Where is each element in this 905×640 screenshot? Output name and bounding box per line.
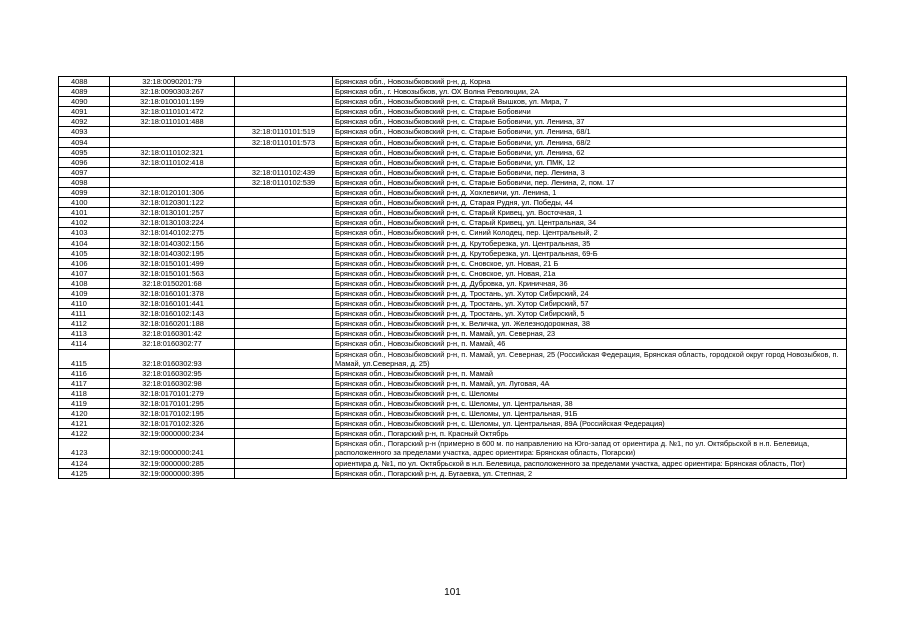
cadastral-number-cell: 32:18:0170102:195: [110, 409, 235, 419]
row-number-cell: 4124: [59, 458, 110, 468]
cadastral-number-cell: 32:18:0150101:563: [110, 268, 235, 278]
cadastral-number-cell: 32:19:0000000:234: [110, 429, 235, 439]
table-row: [59, 218, 847, 228]
table-row: [59, 198, 847, 208]
row-number-cell: 4113: [59, 329, 110, 339]
table-row: [59, 238, 847, 248]
address-cell: Брянская обл., Новозыбковский р-н, с. Старый Вышков, ул. Мира, 7: [333, 97, 847, 107]
table-row: [59, 339, 847, 349]
cadastral-number-alt-cell: [235, 339, 333, 349]
address-cell: Брянская обл., Новозыбковский р-н, с. Сновское, ул. Новая, 21 Б: [333, 258, 847, 268]
row-number-cell: 4088: [59, 77, 110, 87]
cadastral-number-cell: 32:18:0110101:472: [110, 107, 235, 117]
cadastral-number-alt-cell: [235, 87, 333, 97]
row-number-cell: 4125: [59, 468, 110, 478]
cadastral-number-cell: 32:18:0160302:98: [110, 378, 235, 388]
table-row: [59, 278, 847, 288]
cadastral-number-cell: 32:18:0090201:79: [110, 77, 235, 87]
cadastral-number-cell: 32:18:0150201:68: [110, 278, 235, 288]
row-number-cell: 4110: [59, 299, 110, 309]
row-number-cell: 4116: [59, 368, 110, 378]
address-cell: Брянская обл., Новозыбковский р-н, с. Старые Бобовичи, ул. Ленина, 68/1: [333, 127, 847, 137]
table-row: [59, 309, 847, 319]
row-number-cell: 4114: [59, 339, 110, 349]
address-cell: Брянская обл., Новозыбковский р-н, с. Старые Бобовичи, пер. Ленина, 2, пом. 17: [333, 177, 847, 187]
address-cell: Брянская обл., Новозыбковский р-н, с. Старые Бобовичи, пер. Ленина, 3: [333, 167, 847, 177]
row-number-cell: 4096: [59, 157, 110, 167]
cadastral-number-alt-cell: [235, 399, 333, 409]
address-cell: Брянская обл., Новозыбковский р-н, с. Старые Бобовичи, ул. Ленина, 68/2: [333, 137, 847, 147]
table-row: [59, 378, 847, 388]
cadastral-number-alt-cell: [235, 238, 333, 248]
table-row: [59, 228, 847, 238]
cadastral-number-cell: 32:18:0160301:42: [110, 329, 235, 339]
row-number-cell: 4089: [59, 87, 110, 97]
cadastral-number-alt-cell: [235, 288, 333, 298]
row-number-cell: 4115: [59, 349, 110, 368]
cadastral-number-cell: 32:18:0100101:199: [110, 97, 235, 107]
cadastral-number-alt-cell: [235, 268, 333, 278]
table-row: [59, 319, 847, 329]
cadastral-number-cell: 32:18:0110102:418: [110, 157, 235, 167]
address-cell: Брянская обл., Новозыбковский р-н, д. Тростань, ул. Хутор Сибирский, 5: [333, 309, 847, 319]
row-number-cell: 4109: [59, 288, 110, 298]
cadastral-number-alt-cell: [235, 378, 333, 388]
cadastral-number-alt-cell: 32:18:0110102:539: [235, 177, 333, 187]
row-number-cell: 4112: [59, 319, 110, 329]
address-cell: ориентира д. №1, по ул. Октябрьской в н.п. Белевица, расположенного за пределами участка, адрес ориентира: Брянская область, Пог): [333, 458, 847, 468]
cadastral-number-alt-cell: 32:18:0110101:573: [235, 137, 333, 147]
cadastral-number-alt-cell: [235, 107, 333, 117]
cadastral-number-alt-cell: 32:18:0110102:439: [235, 167, 333, 177]
address-cell: Брянская обл., Погарский р-н (примерно в 600 м. по направлению на Юго-запад от ориентира д. №1, по ул. Октябрьской в н.п. Белевица, расположенного за пределами участка, адрес ориентира: Брянская область, Погарски): [333, 439, 847, 458]
address-cell: Брянская обл., Новозыбковский р-н, с. Шеломы, ул. Центральная, 89А (Российская Федерация): [333, 419, 847, 429]
address-cell: Брянская обл., Погарский р-н, п. Красный Октябрь: [333, 429, 847, 439]
table-row: [59, 117, 847, 127]
address-cell: Брянская обл., Новозыбковский р-н, д. Корна: [333, 77, 847, 87]
cadastral-number-alt-cell: [235, 248, 333, 258]
cadastral-number-alt-cell: [235, 97, 333, 107]
cadastral-number-alt-cell: [235, 208, 333, 218]
address-cell: Брянская обл., Погарский р-н, д. Бугаевка, ул. Степная, 2: [333, 468, 847, 478]
row-number-cell: 4107: [59, 268, 110, 278]
address-cell: Брянская обл., Новозыбковский р-н, п. Мамай, ул. Северная, 25 (Российская Федерация, Брянская область, городской округ город Новозыбков, п. Мамай, ул.Северная, д. 25): [333, 349, 847, 368]
registry-table: [58, 76, 847, 479]
address-cell: Брянская обл., Новозыбковский р-н, с. Шеломы, ул. Центральная, 91Б: [333, 409, 847, 419]
row-number-cell: 4118: [59, 388, 110, 398]
cadastral-number-alt-cell: [235, 309, 333, 319]
row-number-cell: 4104: [59, 238, 110, 248]
row-number-cell: 4092: [59, 117, 110, 127]
cadastral-number-alt-cell: [235, 468, 333, 478]
row-number-cell: 4097: [59, 167, 110, 177]
table-row: [59, 147, 847, 157]
address-cell: Брянская обл., Новозыбковский р-н, с. Старые Бобовичи: [333, 107, 847, 117]
cadastral-number-alt-cell: [235, 278, 333, 288]
cadastral-number-alt-cell: [235, 458, 333, 468]
address-cell: Брянская обл., Новозыбковский р-н, п. Мамай, ул. Луговая, 4А: [333, 378, 847, 388]
address-cell: Брянская обл., Новозыбковский р-н, д. Дубровка, ул. Криничная, 36: [333, 278, 847, 288]
cadastral-number-alt-cell: 32:18:0110101:519: [235, 127, 333, 137]
cadastral-number-cell: 32:18:0140302:195: [110, 248, 235, 258]
cadastral-number-alt-cell: [235, 117, 333, 127]
cadastral-number-cell: 32:18:0140102:275: [110, 228, 235, 238]
row-number-cell: 4105: [59, 248, 110, 258]
cadastral-number-cell: 32:18:0150101:499: [110, 258, 235, 268]
cadastral-number-alt-cell: [235, 147, 333, 157]
cadastral-number-cell: 32:18:0130103:224: [110, 218, 235, 228]
address-cell: Брянская обл., Новозыбковский р-н, с. Старый Кривец, ул. Центральная, 34: [333, 218, 847, 228]
registry-table-body: [59, 77, 847, 479]
row-number-cell: 4099: [59, 188, 110, 198]
address-cell: Брянская обл., Новозыбковский р-н, с. Шеломы, ул. Центральная, 38: [333, 399, 847, 409]
table-row: [59, 208, 847, 218]
table-row: [59, 439, 847, 458]
cadastral-number-cell: 32:19:0000000:285: [110, 458, 235, 468]
cadastral-number-cell: 32:19:0000000:395: [110, 468, 235, 478]
row-number-cell: 4111: [59, 309, 110, 319]
row-number-cell: 4119: [59, 399, 110, 409]
page-number: 101: [444, 587, 461, 598]
address-cell: Брянская обл., Новозыбковский р-н, п. Мамай, 46: [333, 339, 847, 349]
address-cell: Брянская обл., Новозыбковский р-н, с. Старые Бобовичи, ул. Ленина, 37: [333, 117, 847, 127]
cadastral-number-cell: 32:18:0110102:321: [110, 147, 235, 157]
row-number-cell: 4091: [59, 107, 110, 117]
cadastral-number-cell: 32:18:0170102:326: [110, 419, 235, 429]
address-cell: Брянская обл., Новозыбковский р-н, с. Шеломы: [333, 388, 847, 398]
address-cell: Брянская обл., Новозыбковский р-н, с. Синий Колодец, пер. Центральный, 2: [333, 228, 847, 238]
cadastral-number-cell: 32:18:0170101:279: [110, 388, 235, 398]
table-row: [59, 368, 847, 378]
table-row: [59, 107, 847, 117]
row-number-cell: 4121: [59, 419, 110, 429]
row-number-cell: 4122: [59, 429, 110, 439]
table-row: [59, 157, 847, 167]
row-number-cell: 4093: [59, 127, 110, 137]
cadastral-number-cell: 32:18:0120301:122: [110, 198, 235, 208]
row-number-cell: 4095: [59, 147, 110, 157]
address-cell: Брянская обл., Новозыбковский р-н, с. Старый Кривец, ул. Восточная, 1: [333, 208, 847, 218]
row-number-cell: 4120: [59, 409, 110, 419]
table-row: [59, 419, 847, 429]
table-row: [59, 177, 847, 187]
cadastral-number-alt-cell: [235, 388, 333, 398]
cadastral-number-alt-cell: [235, 329, 333, 339]
table-row: [59, 268, 847, 278]
cadastral-number-alt-cell: [235, 157, 333, 167]
cadastral-number-alt-cell: [235, 439, 333, 458]
address-cell: Брянская обл., Новозыбковский р-н, д. Старая Рудня, ул. Победы, 44: [333, 198, 847, 208]
cadastral-number-alt-cell: [235, 77, 333, 87]
row-number-cell: 4117: [59, 378, 110, 388]
table-row: [59, 167, 847, 177]
cadastral-number-cell: 32:18:0140302:156: [110, 238, 235, 248]
table-row: [59, 97, 847, 107]
cadastral-number-cell: 32:19:0000000:241: [110, 439, 235, 458]
table-row: [59, 458, 847, 468]
cadastral-number-cell: 32:18:0160102:143: [110, 309, 235, 319]
row-number-cell: 4102: [59, 218, 110, 228]
cadastral-number-cell: [110, 167, 235, 177]
cadastral-number-cell: 32:18:0160302:77: [110, 339, 235, 349]
address-cell: Брянская обл., Новозыбковский р-н, п. Мамай: [333, 368, 847, 378]
row-number-cell: 4103: [59, 228, 110, 238]
table-row: [59, 248, 847, 258]
cadastral-number-alt-cell: [235, 419, 333, 429]
cadastral-number-alt-cell: [235, 349, 333, 368]
cadastral-number-alt-cell: [235, 409, 333, 419]
table-row: [59, 299, 847, 309]
address-cell: Брянская обл., Новозыбковский р-н, д. Тростань, ул. Хутор Сибирский, 57: [333, 299, 847, 309]
row-number-cell: 4101: [59, 208, 110, 218]
address-cell: Брянская обл., Новозыбковский р-н, д. Хохлевичи, ул. Ленина, 1: [333, 188, 847, 198]
cadastral-number-cell: 32:18:0170101:295: [110, 399, 235, 409]
cadastral-number-cell: 32:18:0160302:95: [110, 368, 235, 378]
table-row: [59, 429, 847, 439]
address-cell: Брянская обл., Новозыбковский р-н, д. Тростань, ул. Хутор Сибирский, 24: [333, 288, 847, 298]
cadastral-number-alt-cell: [235, 218, 333, 228]
cadastral-number-alt-cell: [235, 299, 333, 309]
cadastral-number-cell: [110, 127, 235, 137]
address-cell: Брянская обл., Новозыбковский р-н, д. Крутоберезка, ул. Центральная, 35: [333, 238, 847, 248]
row-number-cell: 4098: [59, 177, 110, 187]
cadastral-number-alt-cell: [235, 368, 333, 378]
row-number-cell: 4090: [59, 97, 110, 107]
table-row: [59, 188, 847, 198]
cadastral-number-cell: [110, 137, 235, 147]
address-cell: Брянская обл., Новозыбковский р-н, с. Старые Бобовичи, ул. ПМК, 12: [333, 157, 847, 167]
table-row: [59, 329, 847, 339]
address-cell: Брянская обл., Новозыбковский р-н, х. Величка, ул. Железнодорожная, 38: [333, 319, 847, 329]
row-number-cell: 4094: [59, 137, 110, 147]
table-row: [59, 399, 847, 409]
cadastral-number-cell: 32:18:0110101:488: [110, 117, 235, 127]
cadastral-number-alt-cell: [235, 429, 333, 439]
table-row: [59, 127, 847, 137]
address-cell: Брянская обл., Новозыбковский р-н, п. Мамай, ул. Северная, 23: [333, 329, 847, 339]
cadastral-number-cell: 32:18:0160101:378: [110, 288, 235, 298]
table-row: [59, 77, 847, 87]
table-row: [59, 258, 847, 268]
cadastral-number-cell: 32:18:0090303:267: [110, 87, 235, 97]
address-cell: Брянская обл., г. Новозыбков, ул. ОХ Волна Революции, 2А: [333, 87, 847, 97]
table-row: [59, 87, 847, 97]
address-cell: Брянская обл., Новозыбковский р-н, с. Старые Бобовичи, ул. Ленина, 62: [333, 147, 847, 157]
table-row: [59, 388, 847, 398]
row-number-cell: 4123: [59, 439, 110, 458]
cadastral-number-cell: 32:18:0120101:306: [110, 188, 235, 198]
cadastral-number-cell: 32:18:0160101:441: [110, 299, 235, 309]
address-cell: Брянская обл., Новозыбковский р-н, д. Крутоберезка, ул. Центральная, 69-Б: [333, 248, 847, 258]
cadastral-number-alt-cell: [235, 188, 333, 198]
table-row: [59, 409, 847, 419]
address-cell: Брянская обл., Новозыбковский р-н, с. Сновское, ул. Новая, 21а: [333, 268, 847, 278]
cadastral-number-alt-cell: [235, 319, 333, 329]
table-row: [59, 349, 847, 368]
cadastral-number-alt-cell: [235, 198, 333, 208]
table-row: [59, 468, 847, 478]
row-number-cell: 4100: [59, 198, 110, 208]
cadastral-number-cell: 32:18:0160302:93: [110, 349, 235, 368]
table-row: [59, 137, 847, 147]
cadastral-number-cell: 32:18:0130101:257: [110, 208, 235, 218]
cadastral-number-cell: [110, 177, 235, 187]
cadastral-number-alt-cell: [235, 258, 333, 268]
table-row: [59, 288, 847, 298]
row-number-cell: 4106: [59, 258, 110, 268]
row-number-cell: 4108: [59, 278, 110, 288]
cadastral-number-cell: 32:18:0160201:188: [110, 319, 235, 329]
cadastral-number-alt-cell: [235, 228, 333, 238]
